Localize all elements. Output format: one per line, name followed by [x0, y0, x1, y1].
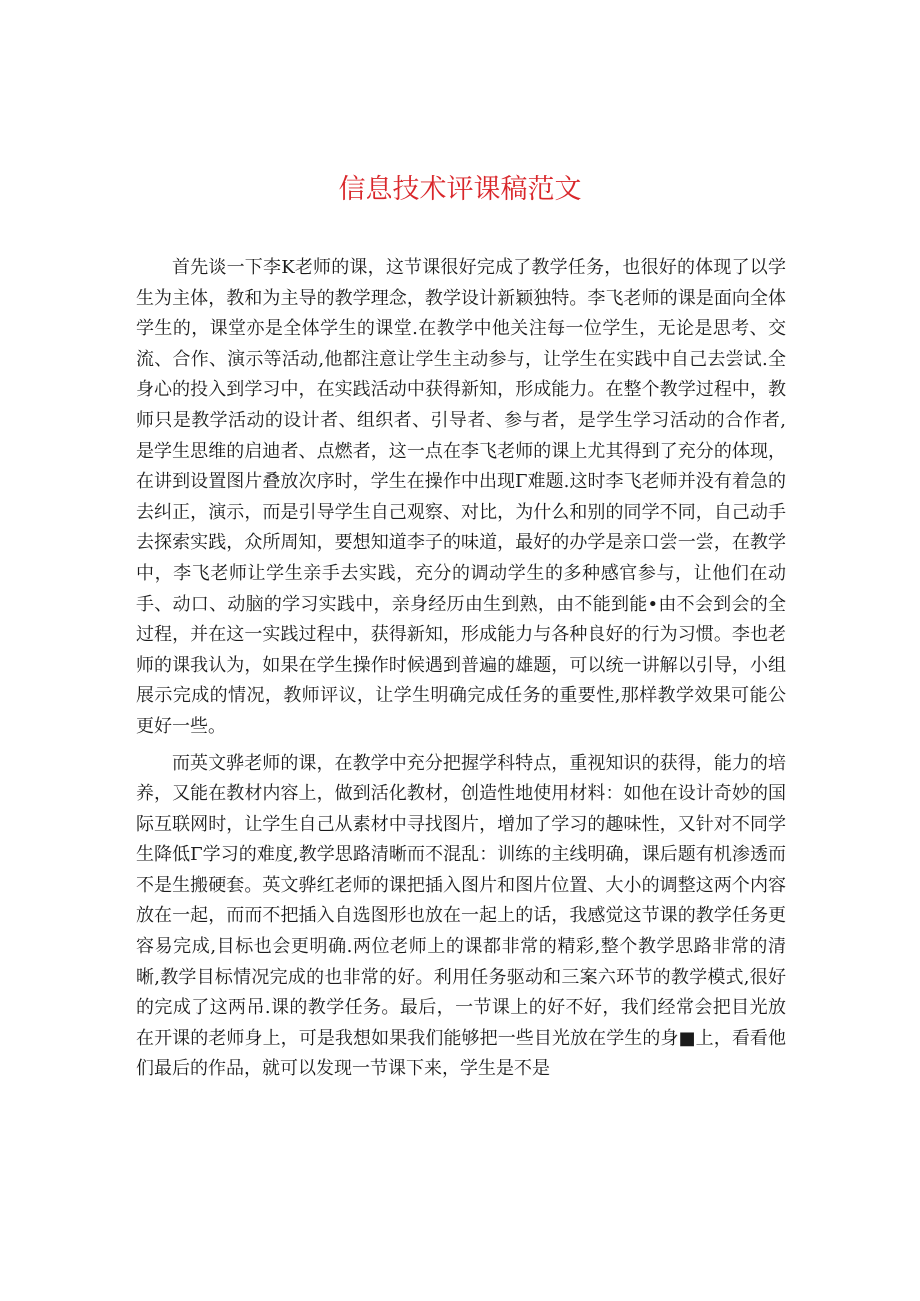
document-body: [136, 253, 786, 1085]
paragraph-2: 而英文骅老师的课，在教学中充分把握学科特点，重视知识的获得，能力的培养，又能在教材内容上，做到活化教材，创造性地使用材料：如他在设计奇妙的国际互联网时，让学生自己从素材中寻找图片，增加了学习的趣味性，又针对不同学生降低Γ学习的难度,教学思路清晰而不混乱：训练的主线明确，课后题有机渗透而不是生搬硬套。英文骅红老师的课把插入图片和图片位置、大小的调整这两个内容放在一起，而而不把插入自选图形也放在一起上的话，我感觉这节课的教学任务更容易完成,目标也会更明确.两位老师上的课都非常的精彩,整个教学思路非常的清晰,教学目标情况完成的也非常的好。利用任务驱动和三案六环节的教学模式,很好的完成了这两吊.课的教学任务。最后，一节课上的好不好，我们经常会把目光放在开课的老师身上，可是我想如果我们能够把一些目光放在学生的身■上，看看他们最后的作品，就可以发现一节课下来，学生是不是: [136, 752, 786, 1080]
paragraph-1: 首先谈一下李K老师的课，这节课很好完成了教学任务，也很好的体现了以学生为主体，教和为主导的教学理念，教学设计新颖独特。李飞老师的课是面向全体学生的，课堂亦是全体学生的课堂.在教学中他关注每一位学生，无论是思考、交流、合作、演示等活动,他都注意让学生主动参与，让学生在实践中自己去尝试.全身心的投入到学习中，在实践活动中获得新知，形成能力。在整个教学过程中，教师只是教学活动的设计者、组织者、引导者、参与者，是学生学习活动的合作者,是学生思维的启迪者、点燃者，这一点在李飞老师的课上尤其得到了充分的体现，在讲到设置图片叠放次序时，学生在操作中出现Γ难题.这时李飞老师并没有着急的去纠正，演示，而是引导学生自己观察、对比，为什么和别的同学不同，自己动手去探索实践，众所周知，要想知道李子的味道，最好的办学是亲口尝一尝，在教学中，李飞老师让学生亲手去实践，充分的调动学生的多种感官参与，让他们在动手、动口、动脑的学习实践中，亲身经历由生到熟，由不能到能•由不会到会的全过程，并在这一实践过程中，获得新知，形成能力与各种良好的行为习惯。李也老师的课我认为，如果在学生操作时候遇到普遍的雄题，可以统一讲解以引导，小组展示完成的情况，教师评议，让学生明确完成任务的重要性,那样教学效果可能公更好一些。: [136, 257, 786, 737]
document-title: 信息技术评课稿范文: [338, 174, 582, 205]
